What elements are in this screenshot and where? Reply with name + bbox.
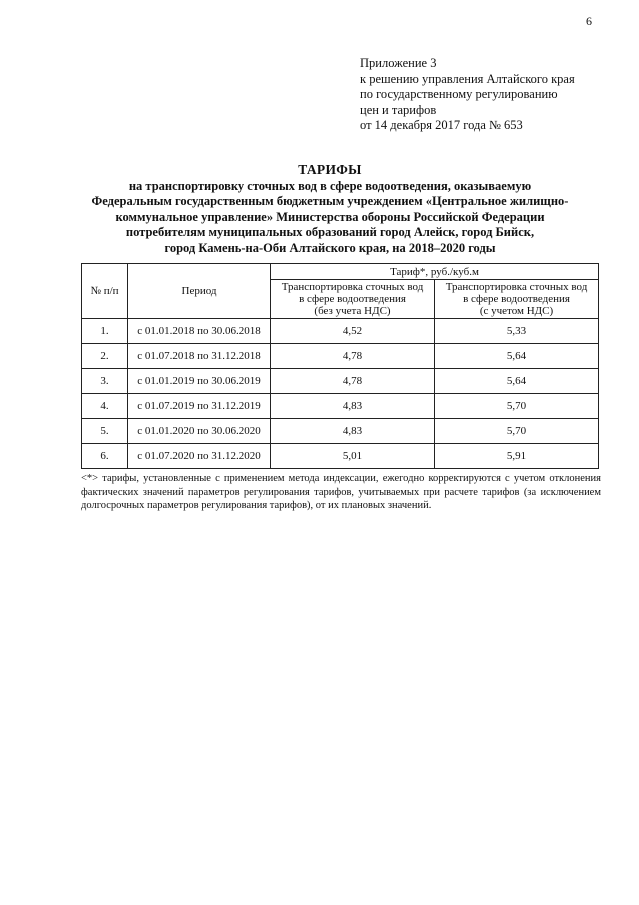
header-line: Транспортировка сточных вод bbox=[445, 281, 588, 293]
cell-without-vat: 4,52 bbox=[271, 319, 435, 344]
cell-without-vat: 5,01 bbox=[271, 444, 435, 469]
header-line: в сфере водоотведения bbox=[299, 293, 406, 305]
cell-with-vat: 5,33 bbox=[435, 319, 599, 344]
table-row bbox=[82, 444, 599, 469]
header-line: (с учетом НДС) bbox=[479, 305, 554, 317]
cell-number: 6. bbox=[82, 444, 128, 469]
appendix-line: цен и тарифов bbox=[360, 102, 437, 117]
cell-with-vat: 5,64 bbox=[435, 369, 599, 394]
cell-period: с 01.01.2020 по 30.06.2020 bbox=[128, 419, 271, 444]
header-tariff-group: Тариф*, руб./куб.м bbox=[271, 264, 599, 280]
cell-number: 5. bbox=[82, 419, 128, 444]
header-number: № п/п bbox=[82, 264, 128, 319]
cell-without-vat: 4,78 bbox=[271, 344, 435, 369]
cell-with-vat: 5,70 bbox=[435, 394, 599, 419]
cell-without-vat: 4,83 bbox=[271, 394, 435, 419]
table-row bbox=[82, 344, 599, 369]
document-title bbox=[60, 162, 600, 256]
appendix-line: по государственному регулированию bbox=[360, 87, 558, 101]
cell-number: 4. bbox=[82, 394, 128, 419]
title-line: на транспортировку сточных вод в сфере водоотведения, оказываемую bbox=[128, 178, 532, 193]
page-number: 6 bbox=[586, 14, 592, 28]
table-row bbox=[82, 319, 599, 344]
cell-with-vat: 5,64 bbox=[435, 344, 599, 369]
tariff-table bbox=[81, 263, 599, 469]
table-header-row bbox=[82, 264, 599, 280]
header-without-vat bbox=[271, 280, 435, 319]
appendix-line: к решению управления Алтайского края bbox=[360, 71, 575, 86]
title-line: потребителям муниципальных образований город Алейск, город Бийск, bbox=[125, 225, 535, 239]
cell-period: с 01.07.2020 по 31.12.2020 bbox=[128, 444, 271, 469]
cell-with-vat: 5,91 bbox=[435, 444, 599, 469]
table-row bbox=[82, 394, 599, 419]
cell-without-vat: 4,83 bbox=[271, 419, 435, 444]
cell-number: 2. bbox=[82, 344, 128, 369]
cell-number: 1. bbox=[82, 319, 128, 344]
appendix-line: от 14 декабря 2017 года № 653 bbox=[360, 118, 523, 132]
header-with-vat bbox=[435, 280, 599, 319]
cell-period: с 01.01.2019 по 30.06.2019 bbox=[128, 369, 271, 394]
header-line: Транспортировка сточных вод bbox=[281, 281, 424, 293]
cell-with-vat: 5,70 bbox=[435, 419, 599, 444]
footnote: <*> тарифы, установленные с применением метода индексации, ежегодно корректируются с учетом отклонения фактических значений параметров регулирования тарифов, учитываемых при расчете тарифов (за исключением долгосрочных параметров регулирования тарифов), от их плановых значений. bbox=[81, 473, 601, 511]
title-line: коммунальное управление» Министерства обороны Российской Федерации bbox=[115, 209, 545, 224]
cell-period: с 01.07.2019 по 31.12.2019 bbox=[128, 394, 271, 419]
appendix-line: Приложение 3 bbox=[360, 56, 437, 70]
cell-without-vat: 4,78 bbox=[271, 369, 435, 394]
cell-period: с 01.01.2018 по 30.06.2018 bbox=[128, 319, 271, 344]
cell-period: с 01.07.2018 по 31.12.2018 bbox=[128, 344, 271, 369]
header-period: Период bbox=[128, 264, 271, 319]
table-row bbox=[82, 419, 599, 444]
title-line: Федеральным государственным бюджетным учреждением «Центральное жилищно- bbox=[91, 194, 569, 208]
header-line: (без учета НДС) bbox=[314, 305, 391, 317]
header-line: в сфере водоотведения bbox=[463, 293, 570, 305]
appendix-block bbox=[360, 56, 620, 134]
title-line: город Камень-на-Оби Алтайского края, на 2018–2020 годы bbox=[164, 240, 496, 255]
table-row bbox=[82, 369, 599, 394]
cell-number: 3. bbox=[82, 369, 128, 394]
title-main: ТАРИФЫ bbox=[298, 162, 362, 177]
